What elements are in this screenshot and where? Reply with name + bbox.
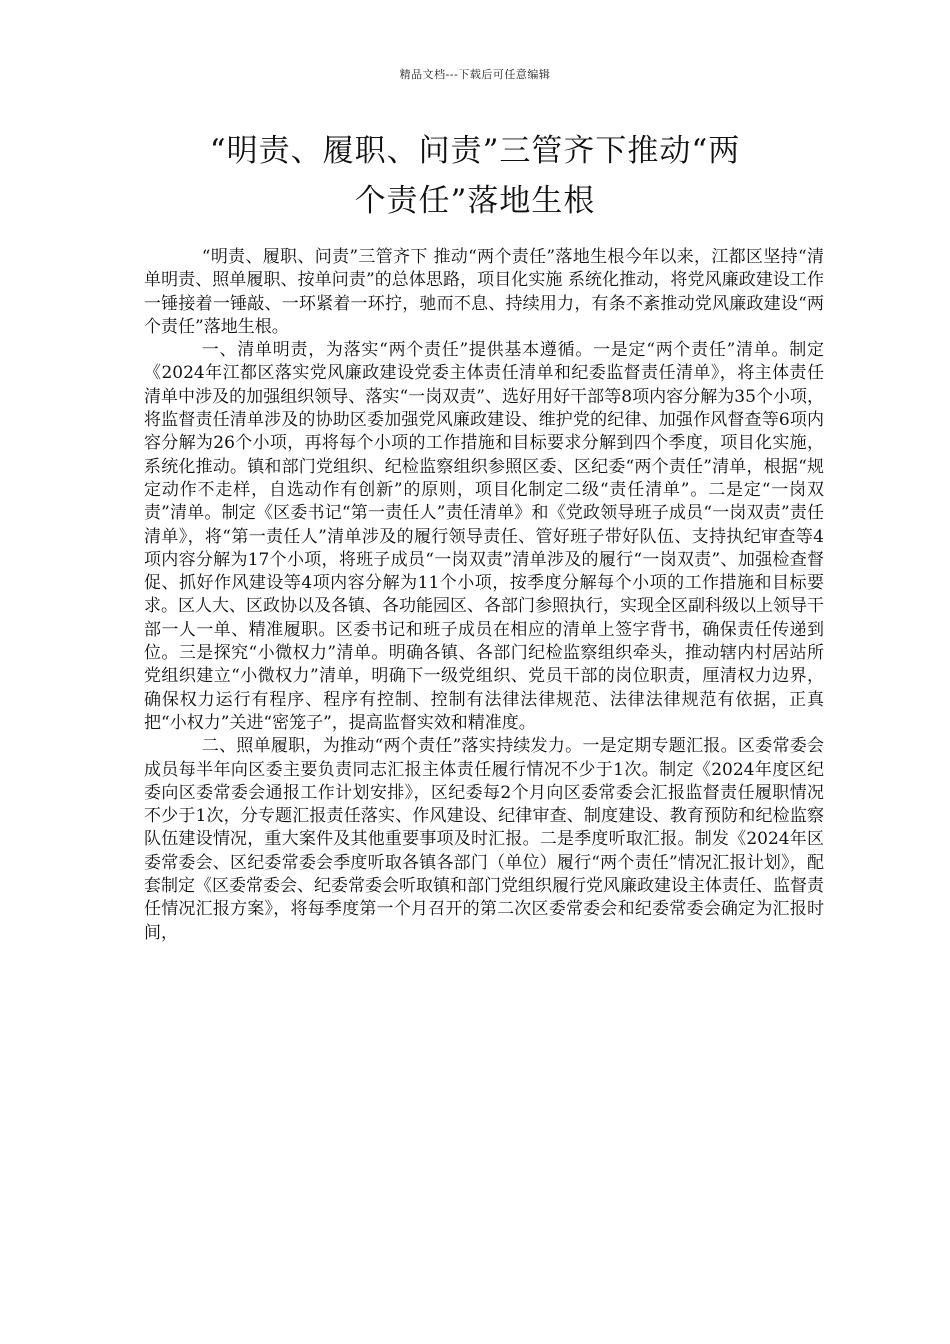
- paragraph-intro: “明责、履职、问责”三管齐下 推动“两个责任”落地生根今年以来，江都区坚持“清单明责、照单履职、按单问责”的总体思路，项目化实施 系统化推动，将党风廉政建设工作一锤接着一锤敲、一环紧着一环拧，驰而不息、持续用力，有条不紊推动党风廉政建设“两个责任”落地生根。: [144, 247, 824, 337]
- document-title: [130, 126, 820, 226]
- title-line-1: “明责、履职、问责”三管齐下推动“两: [209, 133, 741, 169]
- page-header: 精品文档---下载后可任意编辑: [399, 68, 551, 81]
- title-line-2: 个责任”落地生根: [354, 183, 596, 219]
- document-body: [144, 246, 824, 945]
- paragraph-section-1: 一、清单明责，为落实“两个责任”提供基本遵循。一是定“两个责任”清单。制定《2024年江都区落实党风廉政建设党委主体责任清单和纪委监督责任清单》，将主体责任清单中涉及的加强组织领导、落实“一岗双责”、选好用好干部等8项内容分解为35个小项，将监督责任清单涉及的协助区委加强党风廉政建设、维护党的纪律、加强作风督查等6项内容分解为26个小项，再将每个小项的工作措施和目标要求分解到四个季度，项目化实施，系统化推动。镇和部门党组织、纪检监察组织参照区委、区纪委“两个责任”清单，根据“规定动作不走样，自选动作有创新”的原则，项目化制定二级“责任清单”。二是定“一岗双责”清单。制定《区委书记“第一责任人”责任清单》和《党政领导班子成员“一岗双责”责任清单》，将“第一责任人”清单涉及的履行领导责任、管好班子带好队伍、支持执纪审查等4项内容分解为17个小项，将班子成员“一岗双责”清单涉及的履行“一岗双责”、加强检查督促、抓好作风建设等4项内容分解为11个小项，按季度分解每个小项的工作措施和目标要求。区人大、区政协以及各镇、各功能园区、各部门参照执行，实现全区副科级以上领导干部一人一单、精准履职。区委书记和班子成员在相应的清单上签字背书，确保责任传递到位。三是探究“小微权力”清单。明确各镇、各部门纪检监察组织牵头，推动辖内村居站所党组织建立“小微权力”清单，明确下一级党组织、党员干部的岗位职责，厘清权力边界，确保权力运行有程序、程序有控制、控制有法律法律规范、法律法律规范有依据，正真把“小权力”关进“密笼子”，提高监督实效和精准度。: [144, 340, 824, 733]
- paragraph-section-2: 二、照单履职，为推动“两个责任”落实持续发力。一是定期专题汇报。区委常委会成员每半年向区委主要负责同志汇报主体责任履行情况不少于1次。制定《2024年度区纪委向区委常委会通报工作计划安排》，区纪委每2个月向区委常委会汇报监督责任履职情况不少于1次，分专题汇报责任落实、作风建设、纪律审查、制度建设、教育预防和纪检监察队伍建设情况，重大案件及其他重要事项及时汇报。二是季度听取汇报。制发《2024年区委常委会、区纪委常委会季度听取各镇各部门（单位）履行“两个责任”情况汇报计划》，配套制定《区委常委会、纪委常委会听取镇和部门党组织履行党风廉政建设主体责任、监督责任情况汇报方案》，将每季度第一个月召开的第二次区委常委会和纪委常委会确定为汇报时间，: [144, 736, 824, 943]
